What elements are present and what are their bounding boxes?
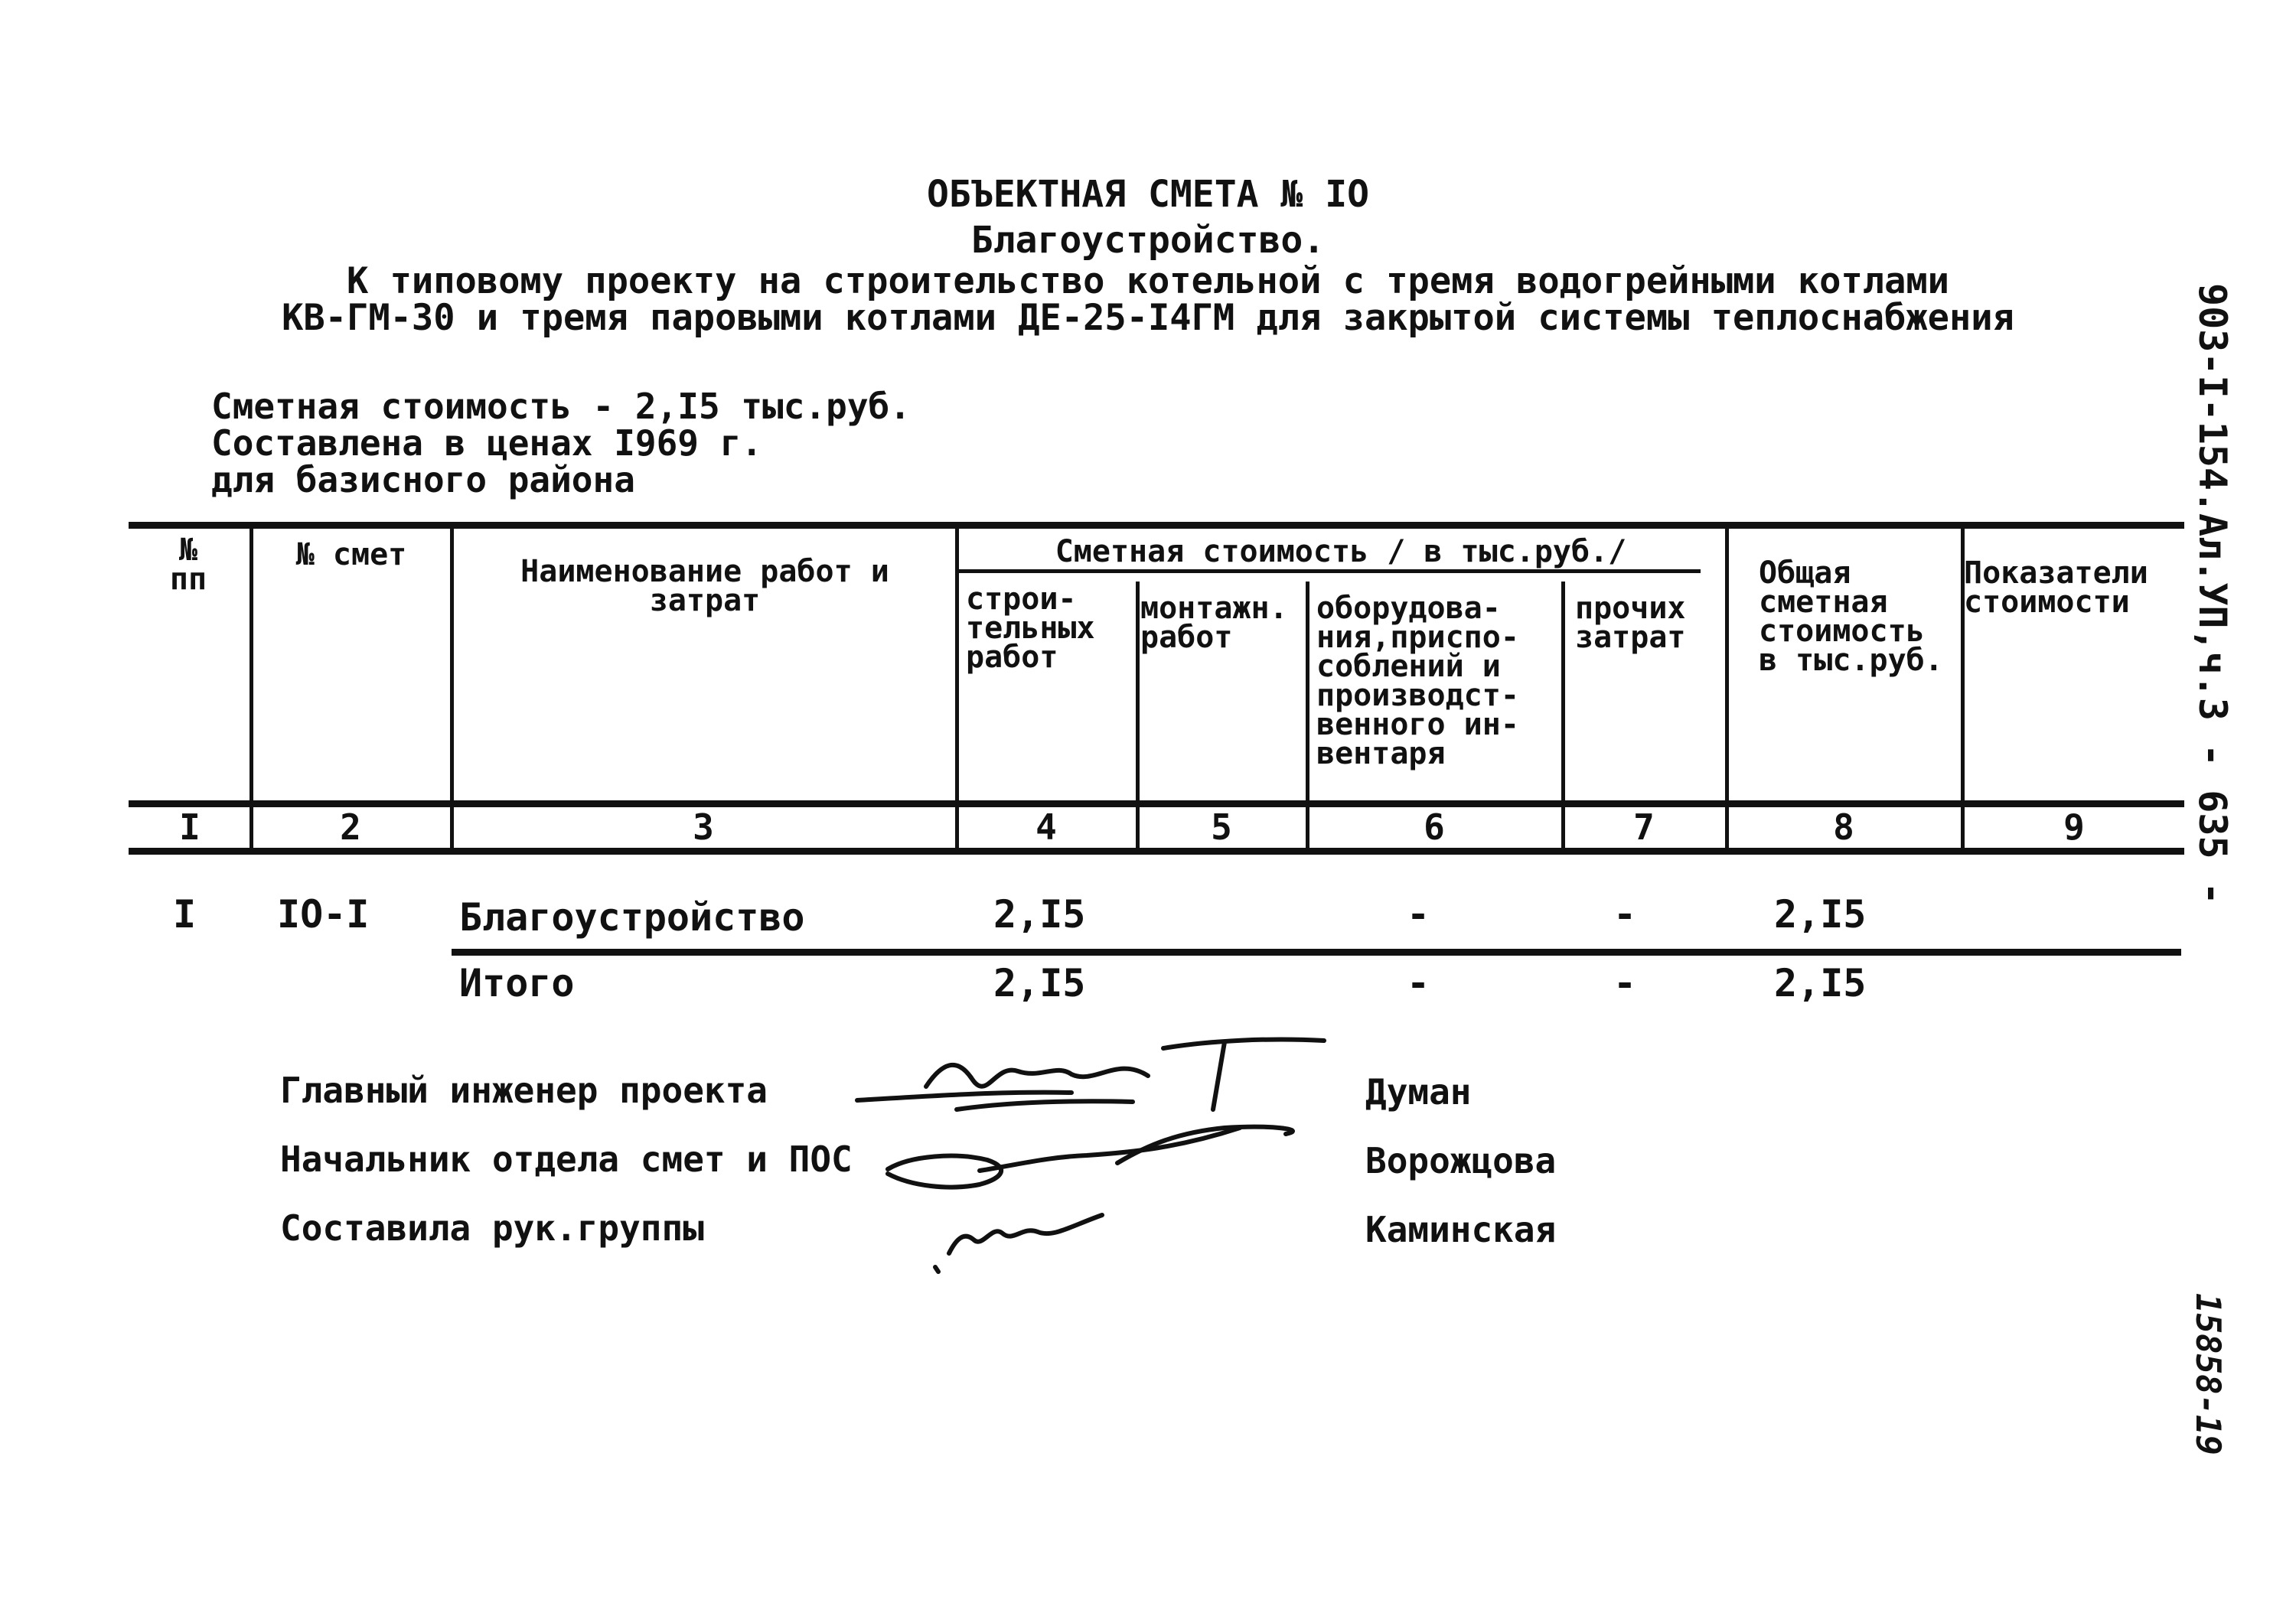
signature-stroke — [949, 1215, 1102, 1253]
signature-stroke — [957, 1101, 1133, 1109]
signature-stroke — [1163, 1039, 1324, 1048]
header-cost-indicators: Показатели стоимости — [1964, 556, 2148, 620]
total-label: Итого — [459, 961, 575, 1005]
project-line-1: К типовому проекту на строительство котельной с тремя водогрейными котлами — [347, 260, 1949, 302]
archive-stamp: 15858-19 — [2188, 1293, 2227, 1455]
signature-role: Составила рук.группы — [280, 1207, 704, 1249]
project-line-2: КВ-ГМ-30 и тремя паровыми котлами ДЕ-25-I4ГМ для закрытой системы теплоснабжения — [282, 297, 2014, 339]
total-construction-cost: 2,I5 — [993, 961, 1086, 1005]
signature-stroke — [980, 1128, 1240, 1171]
column-divider — [955, 522, 959, 851]
signature-name: Ворожцова — [1365, 1140, 1557, 1181]
signature-stroke — [926, 1065, 1148, 1087]
row-construction-cost: 2,I5 — [993, 892, 1086, 937]
base-region-line: для базисного района — [211, 459, 635, 500]
header-total-cost: Общая сметная стоимость в тыс.руб. — [1759, 556, 1943, 678]
signature-stroke — [857, 1093, 1071, 1100]
row-num: I — [173, 892, 197, 937]
signature-name: Каминская — [1365, 1209, 1557, 1250]
column-number: 9 — [2063, 806, 2085, 848]
header-work-name: Наименование работ и затрат — [520, 554, 889, 618]
estimated-cost-line: Сметная стоимость - 2,I5 тыс.руб. — [211, 386, 911, 427]
table-total-rule — [452, 949, 2181, 956]
document-subtitle: Благоустройство. — [970, 219, 1326, 262]
column-number: 4 — [1035, 806, 1057, 848]
row-equipment-cost: - — [1407, 892, 1430, 937]
signature-stroke — [1213, 1042, 1225, 1109]
prices-year-line: Составлена в ценах I969 г. — [211, 422, 763, 464]
total-equipment-cost: - — [1407, 961, 1430, 1005]
row-work-name: Благоустройство — [459, 895, 805, 940]
column-number: 2 — [340, 806, 361, 848]
group-header-rule — [957, 569, 1701, 573]
document-title: ОБЪЕКТНАЯ СМЕТА № IO — [927, 173, 1369, 216]
header-other-costs: прочих затрат — [1575, 591, 1686, 655]
signature-stroke — [935, 1267, 938, 1272]
column-number: 5 — [1211, 806, 1232, 848]
signature-role: Начальник отдела смет и ПОС — [280, 1139, 853, 1180]
column-number: 6 — [1424, 806, 1445, 848]
column-number: 3 — [693, 806, 714, 848]
handwritten-signatures — [842, 1010, 1362, 1285]
total-total-cost: 2,I5 — [1774, 961, 1867, 1005]
row-other-cost: - — [1613, 892, 1637, 937]
column-number: I — [179, 806, 201, 848]
column-number: 7 — [1633, 806, 1655, 848]
row-estimate-number: IO-I — [277, 892, 370, 937]
header-estimate-number: № смет — [295, 537, 407, 572]
document-code: 903-I-154.Ал.УП,ч.3 - 635 - — [2190, 283, 2235, 905]
column-divider — [1725, 522, 1729, 851]
signature-name: Думан — [1365, 1071, 1472, 1113]
column-divider — [249, 522, 253, 851]
header-mounting-works: монтажн. работ — [1140, 591, 1288, 655]
row-total-cost: 2,I5 — [1774, 892, 1867, 937]
total-other-cost: - — [1613, 961, 1637, 1005]
signature-stroke — [1117, 1127, 1293, 1163]
header-equipment: оборудова- ния,приспо- соблений и производст- венного ин- вентаря — [1316, 591, 1519, 771]
header-num: № пп — [169, 533, 207, 597]
table-top-rule — [129, 522, 2184, 529]
table-numbers-rule — [129, 848, 2184, 855]
header-estimated-cost-group: Сметная стоимость / в тыс.руб./ — [1055, 534, 1627, 569]
header-construction-works: строи- тельных работ — [966, 582, 1095, 675]
column-divider — [450, 522, 454, 851]
column-number: 8 — [1833, 806, 1854, 848]
signature-role: Главный инженер проекта — [280, 1070, 768, 1111]
